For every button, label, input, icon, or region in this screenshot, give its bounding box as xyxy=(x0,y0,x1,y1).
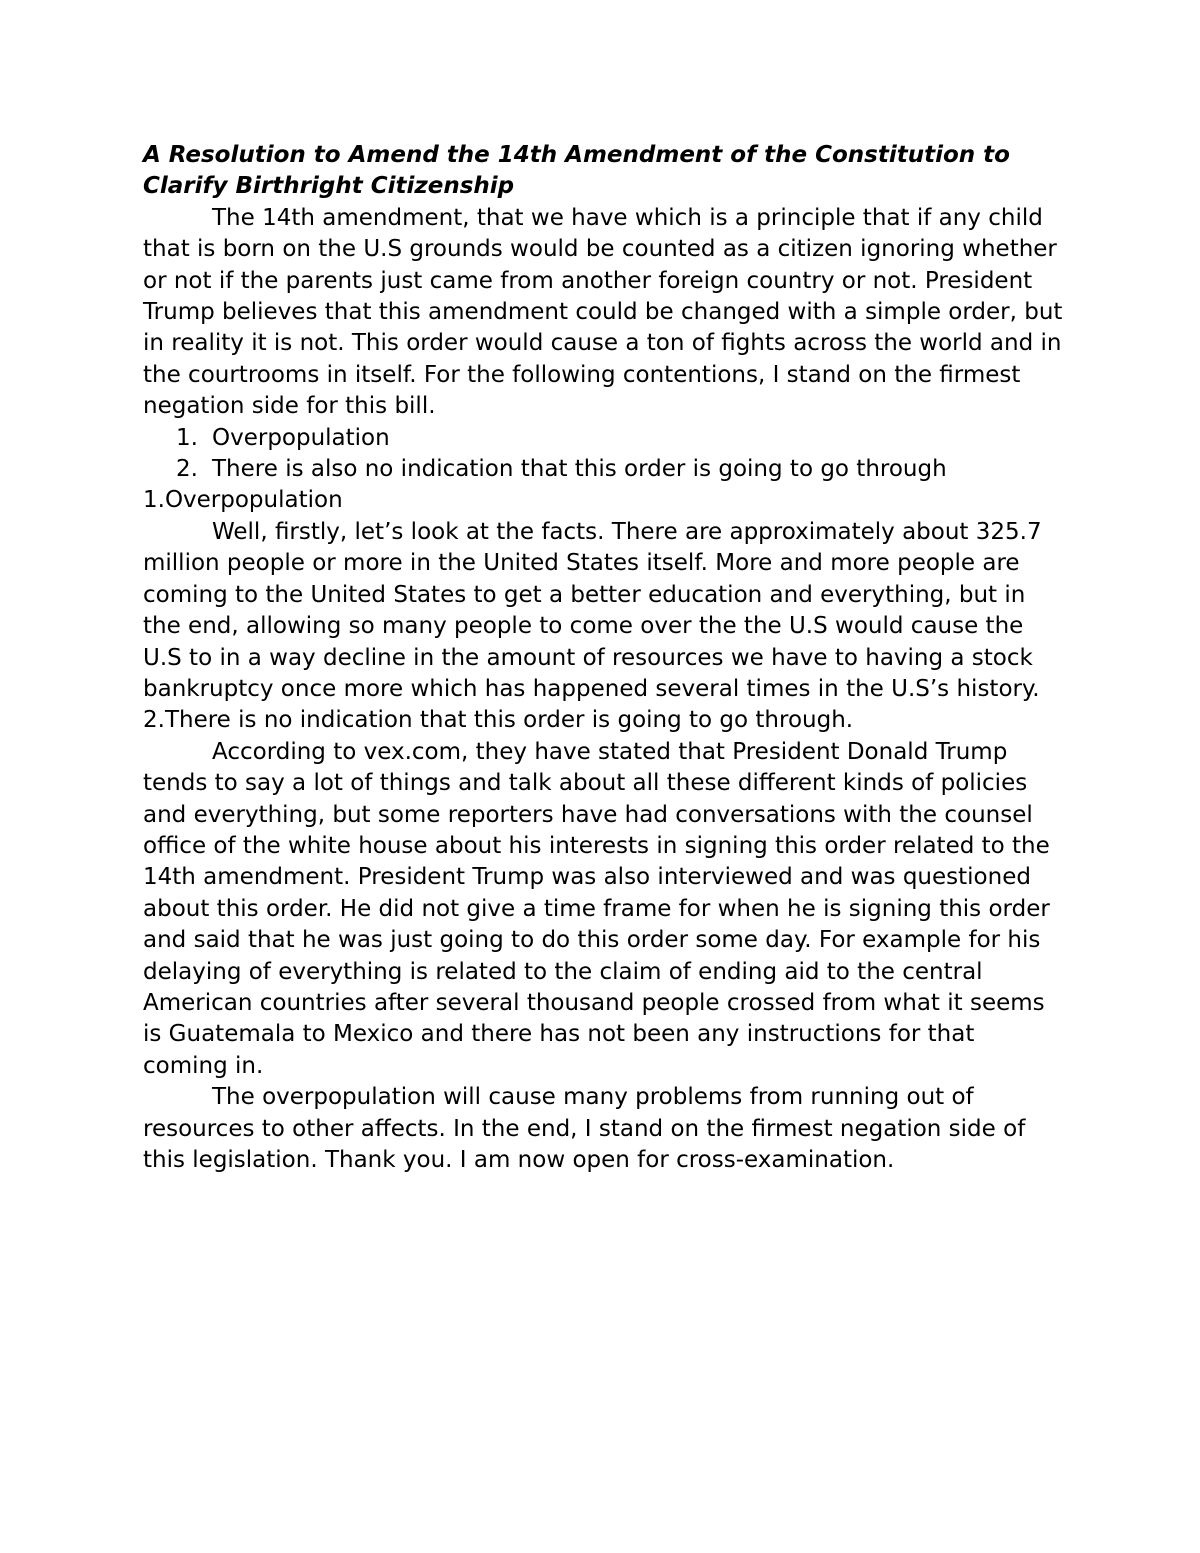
list-item xyxy=(176,454,1063,485)
list-item xyxy=(176,423,1063,454)
conclusion-paragraph: The overpopulation will cause many problems from running out of resources to other affects. In the end, I stand on the firmest negation side of this legislation. Thank you. I am now open for cross-examination. xyxy=(143,1084,1026,1173)
section2-paragraph: According to vex.com, they have stated that President Donald Trump tends to say a lot of things and talk about all these different kinds of policies and everything, but some reporters have had conversations with the counsel office of the white house about his interests in signing this order related to the 14th amendment. President Trump was also interviewed and was questioned about this order. He did not give a time frame for when he is signing this order and said that he was just going to do this order some day. For example for his delaying of everything is related to the claim of ending aid to the central American countries after several thousand people crossed from what it seems is Guatemala to Mexico and there has not been any instructions for that coming in. xyxy=(143,738,1050,1079)
list-item-number: 2. xyxy=(176,456,198,483)
list-item-text: There is also no indication that this order is going to go through xyxy=(212,456,947,483)
section2-heading: 2.There is no indication that this order is going to go through. xyxy=(143,707,854,734)
list-item-text: Overpopulation xyxy=(212,424,390,451)
intro-paragraph: The 14th amendment, that we have which is a principle that if any child that is born on the U.S grounds would be counted as a citizen ignoring whether or not if the parents just came from another foreign country or not. President Trump believes that this amendment could be changed with a simple order, but in reality it is not. This order would cause a ton of fights across the world and in the courtrooms in itself. For the following contentions, I stand on the firmest negation side for this bill. xyxy=(143,204,1063,420)
document-body xyxy=(143,140,1063,1176)
contentions-list xyxy=(143,423,1063,486)
section1-paragraph: Well, firstly, let’s look at the facts. There are approximately about 325.7 million people or more in the United States itself. More and more people are coming to the United States to get a better education and everything, but in the end, allowing so many people to come over the the U.S would cause the U.S to in a way decline in the amount of resources we have to having a stock bankruptcy once more which has happened several times in the U.S’s history. xyxy=(143,518,1042,702)
document-title: A Resolution to Amend the 14th Amendment of the Constitution to Clarify Birthright Citizenship xyxy=(143,142,1010,200)
section1-heading: 1.Overpopulation xyxy=(143,487,343,514)
list-item-number: 1. xyxy=(176,424,198,451)
